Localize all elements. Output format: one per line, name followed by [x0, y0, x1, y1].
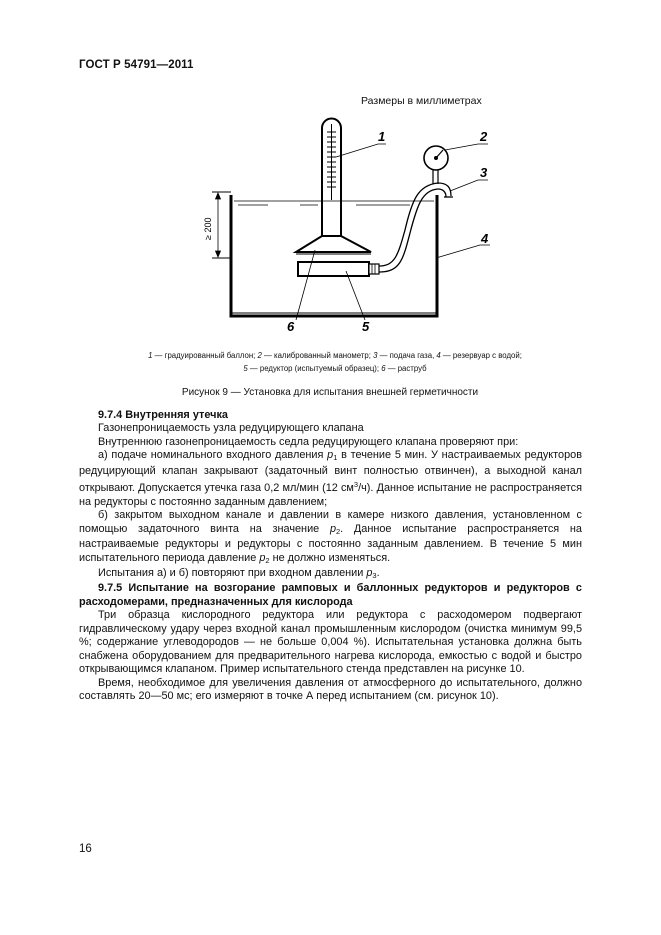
water-surface: [234, 201, 434, 205]
callout-1: 1: [378, 129, 386, 144]
callout-5: 5: [362, 319, 370, 334]
callout-6: 6: [287, 319, 295, 334]
figure-9-diagram: [0, 0, 661, 360]
dimension-line: [216, 193, 221, 257]
gas-supply-hose: [379, 183, 438, 272]
figure-legend-line-2: 5 — редуктор (испытуемый образец); 6 — раструб: [243, 364, 427, 373]
callout-leaders: [296, 144, 490, 320]
document-header: ГОСТ Р 54791—2011: [79, 59, 194, 71]
graduated-cylinder: [322, 119, 341, 237]
figure-legend-line-1: 1 — градуированный баллон; 2 — калиброванный манометр; 3 — подача газа, 4 — резервуар с водой;: [148, 351, 522, 360]
callout-4: 4: [481, 231, 489, 246]
paragraph: Внутреннюю газонепроницаемость седла редуцирующего клапана проверяют при:: [98, 435, 519, 448]
paragraph: Время, необходимое для увеличения давления от атмосферного до испытательного, должно составлять 20—50 мс; его измеряют в точке А перед испытанием (см. рисунок 10).: [79, 676, 582, 703]
manometer: [424, 146, 448, 184]
paragraph: б) закрытом выходном канале и давлении в камере низкого давления, установленном с помощью задаточного винта на значение $p_2$. Данное испытание распространяется на настраиваемые редукторы и редукторы с постоянно заданным давлением. В течение 5 мин испытательного периода давление $p_2$ не должно изменяться.: [79, 509, 582, 565]
paragraph: Три образца кислородного редуктора или редуктора с расходомером подвергают гидравлическому удару через входной канал промышленным кислородом (очистка минимум 99,5 %; содержание углеводородов — не больше 0,004 %). Испытательная установка должна быть снабжена оборудованием для предварительного нагрева кислорода, емкостью с водой и быстро открывающимся клапаном. Пример испытательного стенда представлен на рисунке 10.: [79, 609, 582, 676]
figure-caption: Рисунок 9 — Установка для испытания внешней герметичности: [181, 387, 479, 398]
dimension-label: ≥ 200: [203, 217, 213, 240]
callout-2: 2: [480, 129, 488, 144]
paragraph: Испытания а) и б) повторяют при входном давлении $p_3$.: [98, 566, 380, 580]
section-heading-9-7-5: 9.7.5 Испытание на возгорание рамповых и баллонных редукторов и редукторов с расходомерами, предназначенных для кислорода: [79, 582, 582, 608]
paragraph: а) подаче номинального входного давления $p_1$ в течение 5 мин. У настраиваемых редукторов редуцирующий клапан закрывают (задаточный винт полностью отвинчен), а выходной канал открывают. Допускается утечка газа 0,2 мл/мин (12 $см^3/ч$). Данное испытание не распространяется на редукторы с постоянно заданным давлением;: [79, 449, 583, 508]
body-text: [79, 409, 582, 704]
paragraph: Газонепроницаемость узла редуцирующего клапана: [98, 422, 364, 435]
callout-3: 3: [480, 165, 488, 180]
page-number: 16: [79, 843, 92, 855]
funnel: [296, 236, 371, 254]
dimensions-note: Размеры в миллиметрах: [361, 95, 482, 107]
gas-inlet: [438, 183, 453, 197]
section-heading-9-7-4: 9.7.4 Внутренняя утечка: [98, 409, 228, 421]
